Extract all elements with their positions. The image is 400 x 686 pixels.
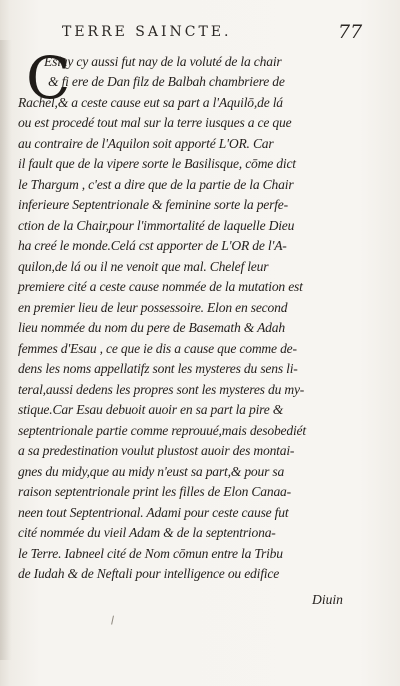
text-line: a sa predestination voulut plustost auoir des montai- xyxy=(18,443,295,458)
text-line: Esluy cy aussi fut nay de la voluté de la chair xyxy=(44,54,282,69)
text-line: lieu nommée du nom du pere de Basemath & Adah xyxy=(18,320,285,335)
text-line: ction de la Chair,pour l'immortalité de laquelle Dieu xyxy=(18,218,295,233)
text-line: femmes d'Esau , ce que ie dis a cause que comme de- xyxy=(18,341,297,356)
text-line: en premier lieu de leur possessoire. Elon en second xyxy=(18,300,288,315)
text-line: le Thargum , c'est a dire que de la partie de la Chair xyxy=(18,177,294,192)
text-line: ha creé le monde.Celá cst apporter de L'OR de l'A- xyxy=(18,238,287,253)
text-line: septentrionale partie comme reprouué,mais desobediét xyxy=(18,423,306,438)
ink-mark xyxy=(111,616,118,626)
running-title: TERRE SAINCTE. xyxy=(62,24,232,40)
text-line: au contraire de l'Aquilon soit apporté L'OR. Car xyxy=(18,136,274,151)
text-line: stique.Car Esau debuoit auoir en sa part la pire & xyxy=(18,402,284,417)
text-line: Rachel,& a ceste cause eut sa part a l'Aquilō,de lá xyxy=(18,95,283,110)
text-line: inferieure Septentrionale & feminine sorte la perfe- xyxy=(18,197,288,212)
text-line: il fault que de la vipere sorte le Basilisque, cōme dict xyxy=(18,156,296,171)
catchword: Diuin xyxy=(312,592,343,607)
text-line: premiere cité a ceste cause nommée de la mutation est xyxy=(18,279,303,294)
text-line: cité nommée du vieil Adam & de la septentriona- xyxy=(18,525,276,540)
page-number: 77 xyxy=(338,21,363,43)
text-line: dens les noms appellatifz sont les mysteres du sens li- xyxy=(18,361,298,376)
text-line: raison septentrionale print les filles de Elon Canaa- xyxy=(18,484,291,499)
text-line: gnes du midy,que au midy n'eust sa part,& pour sa xyxy=(18,464,285,479)
text-line: quilon,de lá ou il ne venoit que mal. Chelef leur xyxy=(18,259,269,274)
text-line: neen tout Septentrional. Adami pour ceste cause fut xyxy=(18,505,289,520)
text-line: & fi ere de Dan filz de Balbah chambriere de xyxy=(48,74,285,89)
drop-initial: C xyxy=(26,44,71,112)
text-line: teral,aussi dedens les propres sont les mysteres du my- xyxy=(18,382,305,397)
text-line: ou est procedé tout mal sur la terre iusques a ce que xyxy=(18,115,292,130)
text-line: le Terre. Iabneel cité de Nom cōmun entre la Tribu xyxy=(18,546,283,561)
text-line: de Iudah & de Neftali pour intelligence ou edifice xyxy=(18,566,280,581)
gutter-shadow xyxy=(0,40,12,660)
